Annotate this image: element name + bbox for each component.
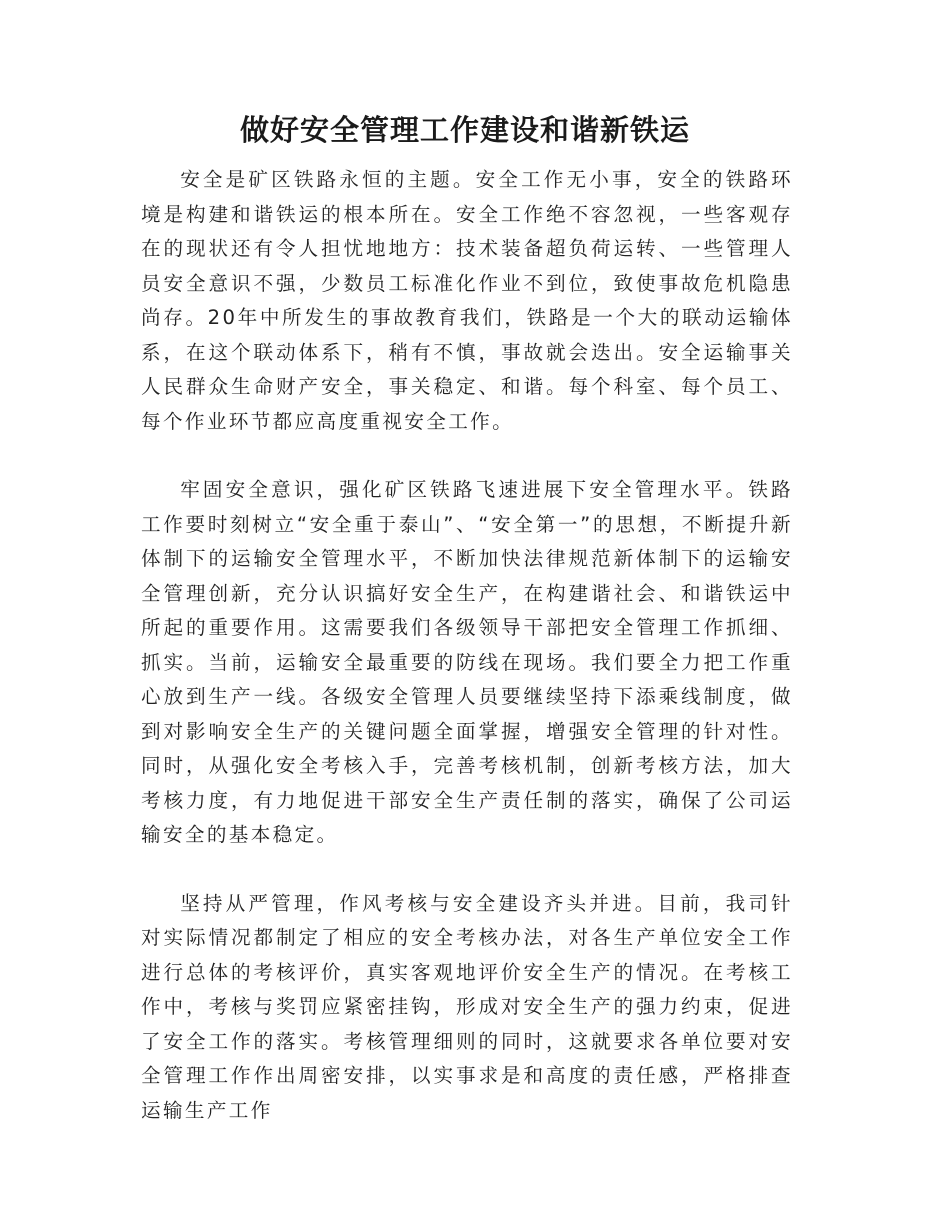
document-title: 做好安全管理工作建设和谐新铁运 (239, 113, 690, 147)
document-body (141, 163, 793, 1162)
paragraph-3: 坚持从严管理，作风考核与安全建设齐头并进。目前，我司针对实际情况都制定了相应的安全考核办法，对各生产单位安全工作进行总体的考核评价，真实客观地评价安全生产的情况。在考核工作中，考核与奖罚应紧密挂钩，形成对安全生产的强力约束，促进了安全工作的落实。考核管理细则的同时，这就要求各单位要对安全管理工作作出周密安排，以实事求是和高度的责任感，严格排查运输生产工作 (141, 891, 793, 1122)
paragraph-2: 牢固安全意识，强化矿区铁路飞速进展下安全管理水平。铁路工作要时刻树立“安全重于泰山”、“安全第一”的思想，不断提升新体制下的运输安全管理水平，不断加快法律规范新体制下的运输安全管理创新，充分认识搞好安全生产，在构建谐社会、和谐铁运中所起的重要作用。这需要我们各级领导干部把安全管理工作抓细、抓实。当前，运输安全最重要的防线在现场。我们要全力把工作重心放到生产一线。各级安全管理人员要继续坚持下添乘线制度，做到对影响安全生产的关键问题全面掌握，增强安全管理的针对性。同时，从强化安全考核入手，完善考核机制，创新考核方法，加大考核力度，有力地促进干部安全生产责任制的落实，确保了公司运输安全的基本稳定。 (141, 478, 793, 846)
paragraph-1: 安全是矿区铁路永恒的主题。安全工作无小事，安全的铁路环境是构建和谐铁运的根本所在。安全工作绝不容忽视，一些客观存在的现状还有令人担忧地地方：技术装备超负荷运转、一些管理人员安全意识不强，少数员工标准化作业不到位，致使事故危机隐患尚存。20年中所发生的事故教育我们，铁路是一个大的联动运输体系，在这个联动体系下，稍有不慎，事故就会迭出。安全运输事关人民群众生命财产安全，事关稳定、和谐。每个科室、每个员工、每个作业环节都应高度重视安全工作。 (141, 168, 793, 433)
